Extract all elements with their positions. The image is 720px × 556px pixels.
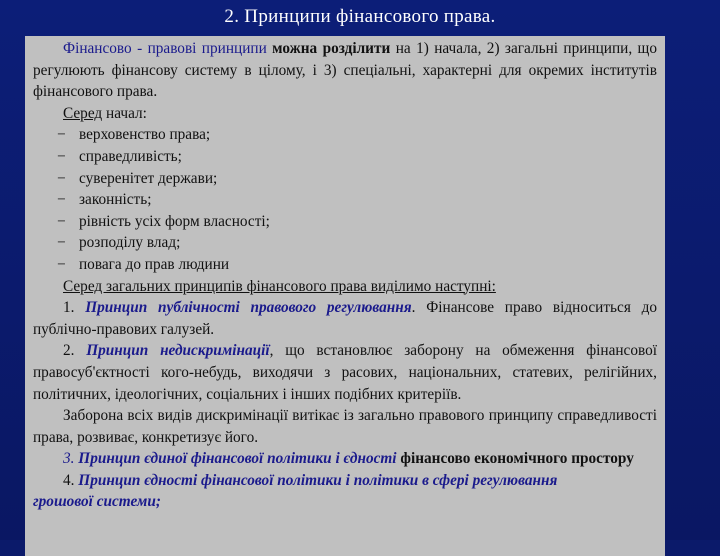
list-item: − розподілу влад; bbox=[33, 232, 657, 254]
principle-4-name: Принцип єдності фінансової політики і політики в сфері регулювання bbox=[78, 471, 558, 489]
list-item: − рівність усіх форм власності; bbox=[33, 211, 657, 233]
dash-bullet: − bbox=[57, 212, 66, 230]
principle-2-name: Принцип недискримінації bbox=[86, 342, 270, 360]
content-card bbox=[25, 36, 665, 556]
among-label: Серед начал: bbox=[63, 104, 147, 122]
principle-2: 2. Принцип недискримінації, що встановлює заборону на обмеження фінансової правосуб'єктності кого-небудь, виходячи з расових, національних, статевих, релігійних, політичних, ідеологічних, соціальних і інших подібних критеріїв. bbox=[33, 342, 657, 403]
principle-2-continuation: Заборона всіх видів дискримінації витікає із загально правового принципу справедливості права, розвиває, конкретизує його. bbox=[33, 407, 657, 446]
principle-4-cut-line: грошової системи; bbox=[33, 493, 161, 511]
principle-1: 1. Принцип публічності правового регулювання. Фінансове право відноситься до публічно-правових галузей. bbox=[33, 299, 658, 338]
list-item: − верховенство права; bbox=[33, 124, 657, 146]
principle-3-name: Принцип єдиної фінансової політики і єдності bbox=[78, 450, 397, 468]
intro-bold: можна розділити bbox=[272, 40, 391, 57]
dash-bullet: − bbox=[57, 126, 66, 144]
principle-4: 4. Принцип єдності фінансової політики і політики в сфері регулювання bbox=[63, 471, 558, 489]
principle-3: 3. Принцип єдиної фінансової політики і єдності фінансово економічного простору bbox=[63, 450, 634, 468]
intro-paragraph bbox=[33, 38, 657, 103]
intro-lead: Фінансово - правові принципи bbox=[63, 40, 267, 57]
dash-bullet: − bbox=[57, 234, 66, 252]
list-item: − законність; bbox=[33, 189, 657, 211]
list-item: − суверенітет держави; bbox=[33, 168, 657, 190]
dash-bullet: − bbox=[57, 191, 66, 209]
dash-bullet: − bbox=[57, 147, 66, 165]
principle-1-name: Принцип публічності правового регулювання bbox=[85, 299, 412, 317]
slide-title: 2. Принципи фінансового права. bbox=[224, 6, 496, 27]
dash-bullet: − bbox=[57, 255, 66, 273]
dash-bullet: − bbox=[57, 169, 66, 187]
list-item: − справедливість; bbox=[33, 146, 657, 168]
list-item: − повага до прав людини bbox=[33, 254, 657, 276]
general-heading: Серед загальних принципів фінансового права виділимо наступні: bbox=[63, 277, 496, 295]
intro-rest: на 1) начала, 2) загальні принципи, що регулюють фінансову систему в цілому, і 3) спеціальні, характерні для окремих інститутів фінансового права. bbox=[33, 40, 657, 101]
